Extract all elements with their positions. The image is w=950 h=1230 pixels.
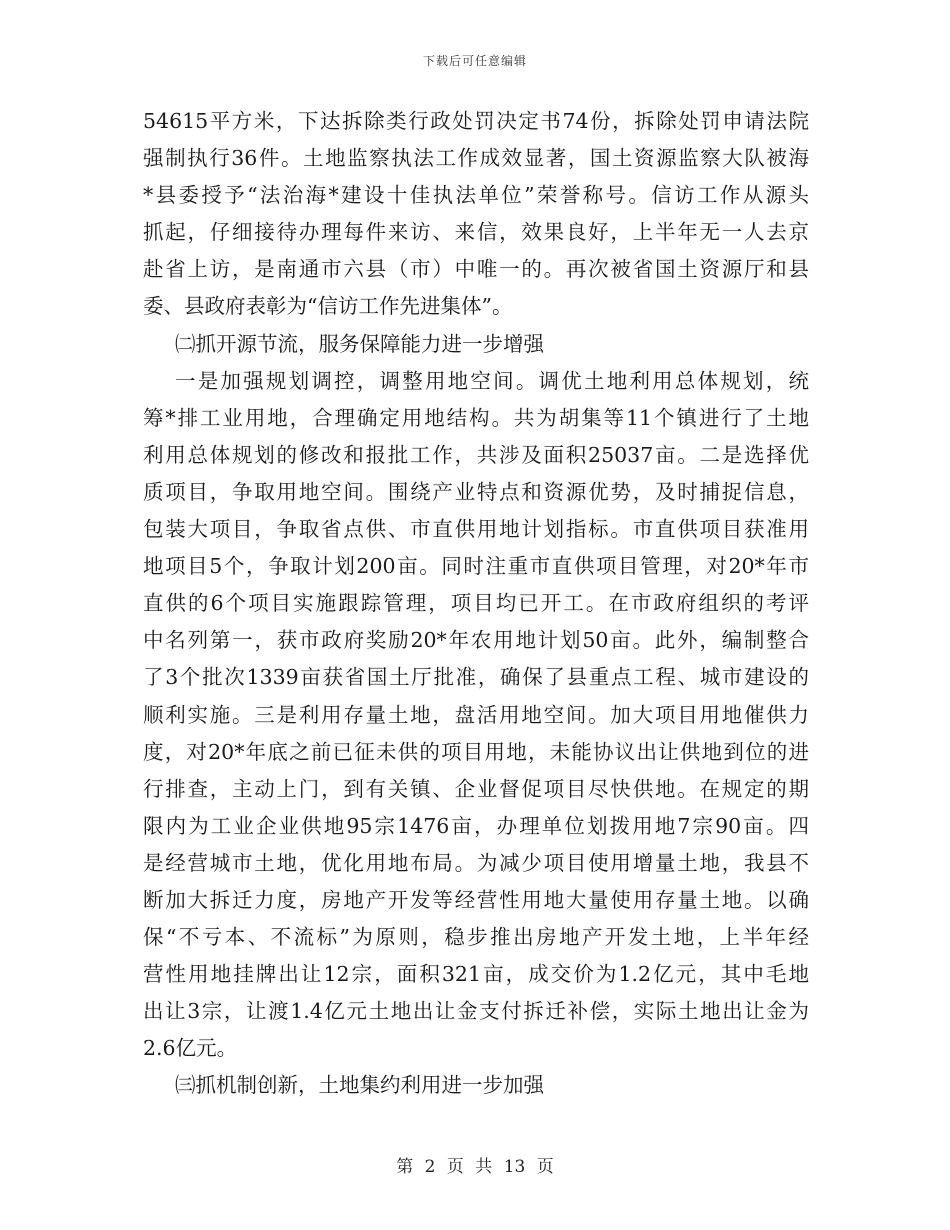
- body-line: 是经营城市土地，优化用地布局。为减少项目使用增量土地，我县不: [143, 850, 809, 875]
- body-line: 营性用地挂牌出让12宗，面积321亩，成交价为1.2亿元，其中毛地: [143, 962, 809, 987]
- section-heading: ㈢抓机制创新，土地集约利用进一步加强: [175, 1073, 544, 1098]
- body-line: 度，对20*年底之前已征未供的项目用地，未能协议出让供地到位的进: [143, 739, 809, 764]
- body-line: 了3个批次1339亩获省国土厅批准，确保了县重点工程、城市建设的: [143, 665, 809, 690]
- body-line: 保“不亏本、不流标”为原则，稳步推出房地产开发土地，上半年经: [143, 925, 809, 950]
- page-number: 第 2 页 共 13 页: [396, 1157, 554, 1177]
- body-line: 出让3宗，让渡1.4亿元土地出让金支付拆迁补偿，实际土地出让金为: [143, 999, 809, 1024]
- body-line: 54615平方米，下达拆除类行政处罚决定书74份，拆除处罚申请法院: [143, 109, 809, 133]
- body-line: *县委授予“法治海*建设十佳执法单位”荣誉称号。信访工作从源头: [143, 183, 809, 208]
- body-line: 地项目5个，争取计划200亩。同时注重市直供项目管理，对20*年市: [143, 554, 809, 579]
- body-line: 包装大项目，争取省点供、市直供用地计划指标。市直供项目获准用: [143, 517, 809, 542]
- section-heading: ㈡抓开源节流，服务保障能力进一步增强: [175, 331, 544, 356]
- body-line: 顺利实施。三是利用存量土地，盘活用地空间。加大项目用地催供力: [143, 702, 809, 727]
- body-line: 委、县政府表彰为“信访工作先进集体”。: [143, 294, 513, 319]
- body-line: 赴省上访，是南通市六县（市）中唯一的。再次被省国土资源厅和县: [143, 257, 809, 282]
- body-line: 行排查，主动上门，到有关镇、企业督促项目尽快供地。在规定的期: [143, 776, 809, 801]
- page-header: 下载后可任意编辑: [422, 54, 527, 68]
- body-line: 直供的6个项目实施跟踪管理，项目均已开工。在市政府组织的考评: [143, 591, 809, 616]
- body-line: 利用总体规划的修改和报批工作，共涉及面积25037亩。二是选择优: [143, 442, 809, 467]
- body-line: 筹*排工业用地，合理确定用地结构。共为胡集等11个镇进行了土地: [143, 405, 809, 430]
- document-body: [143, 103, 809, 1105]
- body-line: 中名列第一，获市政府奖励20*年农用地计划50亩。此外，编制整合: [143, 628, 809, 653]
- body-line: 质项目，争取用地空间。围绕产业特点和资源优势，及时捕捉信息，: [143, 479, 809, 504]
- body-line: 断加大拆迁力度，房地产开发等经营性用地大量使用存量土地。以确: [143, 887, 809, 912]
- body-line: 2.6亿元。: [143, 1036, 238, 1061]
- body-line: 一是加强规划调控，调整用地空间。调优土地利用总体规划，统: [175, 368, 809, 393]
- body-line: 强制执行36件。土地监察执法工作成效显著，国土资源监察大队被海: [143, 146, 809, 171]
- body-line: 限内为工业企业供地95宗1476亩，办理单位划拨用地7宗90亩。四: [143, 813, 809, 838]
- body-line: 抓起，仔细接待办理每件来访、来信，效果良好，上半年无一人去京: [143, 220, 809, 245]
